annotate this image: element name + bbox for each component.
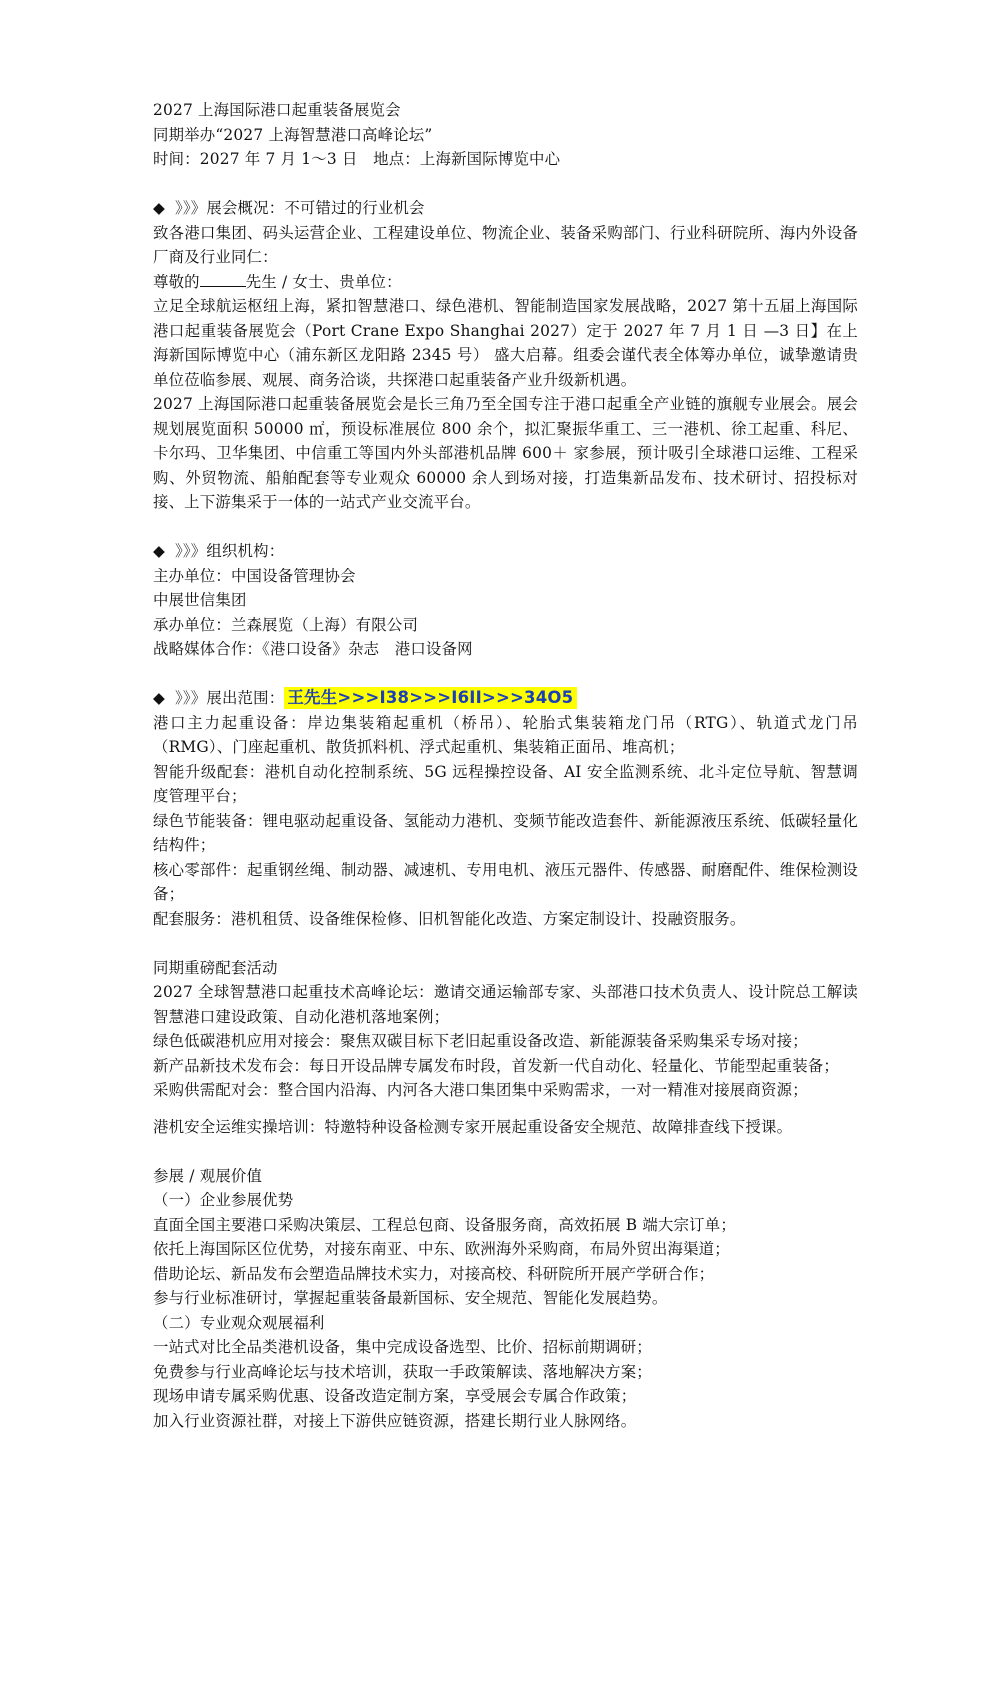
exhibitor-item: 直面全国主要港口采购决策层、工程总包商、设备服务商，高效拓展 B 端大宗订单； bbox=[153, 1215, 736, 1234]
org-media: 战略媒体合作：《港口设备》杂志 港口设备网 bbox=[153, 640, 473, 658]
visitor-heading: （二）专业观众观展福利 bbox=[153, 1313, 325, 1332]
diamond-bullet-icon: ◆ bbox=[153, 689, 166, 707]
visitor-item: 现场申请专属采购优惠、设备改造定制方案，享受展会专属合作政策； bbox=[153, 1387, 637, 1405]
overview-para-1: 立足全球航运枢纽上海，紧扣智慧港口、绿色港机、智能制造国家发展战略，2027 第十五届上海国际港口起重装备展览会（Port Crane Expo Shanghai 2027）定于 2027 年 7 月 1 日 —3 日】在上海新国际博览中心（浦东新区龙阳路 2345 号） 盛大启幕。组委会谨代表全体筹办单位，诚挚邀请贵单位莅临参展、观展、商务洽谈，共探港口起重装备产业升级新机遇。 bbox=[153, 297, 858, 389]
salutation-prefix: 尊敬的 bbox=[153, 272, 200, 291]
exhibitor-item: 参与行业标准研讨，掌握起重装备最新国标、安全规范、智能化发展趋势。 bbox=[153, 1289, 668, 1307]
overview-para-2: 2027 上海国际港口起重装备展览会是长三角乃至全国专注于港口起重全产业链的旗舰专业展会。展会规划展览面积 50000 ㎡，预设标准展位 800 余个，拟汇聚振华重工、三一港机、徐工起重、科尼、卡尔玛、卫华集团、中信重工等国内外头部港机品牌 600＋ 家参展，预计吸引全球港口运维、工程采购、外贸物流、船舶配套等专业观众 60000 余人到场对接，打造集新品发布、技术研讨、招投标对接、上下游集采于一体的一站式产业交流平台。 bbox=[153, 395, 858, 511]
visitor-item: 一站式对比全品类港机设备，集中完成设备选型、比价、招标前期调研； bbox=[153, 1338, 652, 1356]
scope-item: 绿色节能装备：锂电驱动起重设备、氢能动力港机、变频节能改造套件、新能源液压系统、低碳轻量化结构件； bbox=[153, 811, 858, 854]
event-item: 绿色低碳港机应用对接会：聚焦双碳目标下老旧起重设备改造、新能源装备采购集采专场对接； bbox=[153, 1032, 808, 1050]
exhibitor-item: 依托上海国际区位优势，对接东南亚、中东、欧洲海外采购商，布局外贸出海渠道； bbox=[153, 1240, 730, 1258]
scope-item: 港口主力起重设备：岸边集装箱起重机（桥吊）、轮胎式集装箱龙门吊（RTG）、轨道式龙门吊（RMG）、门座起重机、散货抓料机、浮式起重机、集装箱正面吊、堆高机； bbox=[153, 713, 858, 756]
visitor-item: 免费参与行业高峰论坛与技术培训，获取一手政策解读、落地解决方案； bbox=[153, 1362, 652, 1381]
exhibitor-item: 借助论坛、新品发布会塑造品牌技术实力，对接高校、科研院所开展产学研合作； bbox=[153, 1264, 715, 1283]
exhibitor-heading: （一）企业参展优势 bbox=[153, 1191, 294, 1209]
value-heading: 参展 / 观展价值 bbox=[153, 1166, 263, 1185]
event-item: 新产品新技术发布会：每日开设品牌专属发布时段，首发新一代自动化、轻量化、节能型起重装备； bbox=[153, 1056, 839, 1075]
spacer bbox=[153, 931, 858, 956]
org-organizer: 承办单位：兰森展览（上海）有限公司 bbox=[153, 615, 419, 634]
spacer bbox=[153, 662, 858, 687]
org-host-2: 中展世信集团 bbox=[153, 591, 247, 609]
visitor-item: 加入行业资源社群，对接上下游供应链资源，搭建长期行业人脉网络。 bbox=[153, 1411, 637, 1430]
scope-item: 核心零部件：起重钢丝绳、制动器、减速机、专用电机、液压元器件、传感器、耐磨配件、维保检测设备； bbox=[153, 860, 858, 903]
overview-greeting: 致各港口集团、码头运营企业、工程建设单位、物流企业、装备采购部门、行业科研院所、海内外设备厂商及行业同仁： bbox=[153, 223, 858, 266]
name-blank bbox=[200, 271, 246, 287]
doc-time-location: 时间：2027 年 7 月 1～3 日 地点：上海新国际博览中心 bbox=[153, 150, 561, 168]
event-item: 2027 全球智慧港口起重技术高峰论坛：邀请交通运输部专家、头部港口技术负责人、设计院总工解读智慧港口建设政策、自动化港机落地案例； bbox=[153, 983, 858, 1026]
doc-title: 2027 上海国际港口起重装备展览会 bbox=[153, 101, 401, 119]
overview-heading bbox=[153, 196, 858, 221]
scope-item: 配套服务：港机租赁、设备维保检修、旧机智能化改造、方案定制设计、投融资服务。 bbox=[153, 909, 746, 928]
salutation-suffix: 先生 / 女士、贵单位： bbox=[245, 272, 402, 291]
organization-heading-text: 》》》组织机构： bbox=[175, 542, 285, 560]
spacer bbox=[153, 515, 858, 540]
diamond-bullet-icon: ◆ bbox=[153, 542, 166, 560]
spacer bbox=[153, 1139, 858, 1164]
spacer bbox=[153, 1103, 858, 1115]
overview-heading-text: 》》》展会概况：不可错过的行业机会 bbox=[175, 199, 425, 217]
document-page bbox=[153, 98, 858, 1433]
diamond-bullet-icon: ◆ bbox=[153, 199, 166, 217]
events-heading: 同期重磅配套活动 bbox=[153, 958, 278, 977]
event-item: 采购供需配对会：整合国内沿海、内河各大港口集团集中采购需求，一对一精准对接展商资源； bbox=[153, 1081, 808, 1099]
overview-salutation bbox=[153, 270, 858, 295]
scope-heading bbox=[153, 686, 858, 711]
scope-item: 智能升级配套：港机自动化控制系统、5G 远程操控设备、AI 安全监测系统、北斗定位导航、智慧调度管理平台； bbox=[153, 762, 858, 805]
event-training: 港机安全运维实操培训：特邀特种设备检测专家开展起重设备安全规范、故障排查线下授课。 bbox=[153, 1117, 793, 1136]
contact-highlight: 王先生>>>I38>>>I6II>>>34O5 bbox=[284, 687, 577, 709]
scope-heading-text: 》》》展出范围： bbox=[175, 689, 285, 707]
organization-heading bbox=[153, 539, 858, 564]
spacer bbox=[153, 172, 858, 197]
doc-subtitle: 同期举办“2027 上海智慧港口高峰论坛” bbox=[153, 125, 433, 144]
org-host: 主办单位：中国设备管理协会 bbox=[153, 566, 356, 585]
